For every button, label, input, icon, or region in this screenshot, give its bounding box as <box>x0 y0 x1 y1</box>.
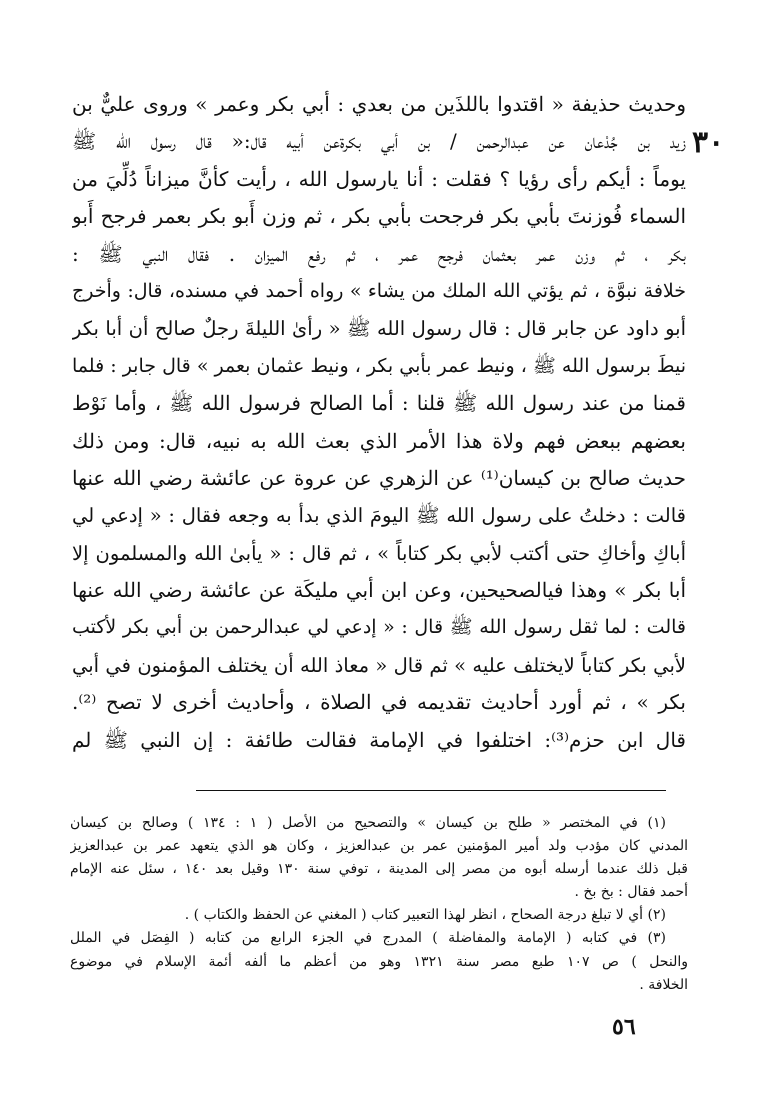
text-line: أبا بكر » وهذا فيالصحيحين، وعن ابن أبي مليكَة عن عائشة رضي الله عنها <box>72 578 686 603</box>
text-line: بعضهم ببعض فهم ولاة هذا الأمر الذي بعث الله به نبيه، قال: ومن ذلك <box>72 428 686 453</box>
page-number: ٥٦ <box>612 1014 636 1040</box>
footnote-divider <box>196 790 666 791</box>
text-line: يوماً : أيكم رأى رؤيا ؟ فقلت : أنا يارسول الله ، رأيت كأنَّ ميزاناً دُلِّيَ من <box>72 166 686 191</box>
footnote-line: (٢) أي لا تبلغ درجة الصحاح ، انظر لهذا التعبير كتاب ( المغني عن الحفظ والكتاب ) . <box>184 907 666 924</box>
text-line: زيد بن جُدْعان عن عبدالرحمن / بن أبي بكرةعن أبيه قال:« قال رسول الله ﷺ <box>72 129 686 154</box>
footnote-line: أحمد فقال : بخ بخ . <box>574 884 688 901</box>
footnote-line: المدني كان مؤدب ولد أمير المؤمنين عمر بن عبدالعزيز ، وكان هو الذي يتعهد عمر بن عبدالعزيز <box>70 838 688 855</box>
text-line: قمنا من عند رسول الله ﷺ قلنا : أما الصالح فرسول الله ﷺ ، وأما نَوْط <box>72 391 686 416</box>
text-line: أباكِ وأخاكِ حتى أكتب لأبي بكر كتاباً » ، ثم قال : « يأبىٰ الله والمسلمون إلا <box>72 541 686 565</box>
text-line: أبو داود عن جابر قال : قال رسول الله ﷺ « رأىٰ الليلةَ رجلٌ صالح أن أبا بكر <box>72 317 686 341</box>
text-line: بكر ، ثم وزن عمر بعثمان فرجح عمر ، ثم رفع الميزان . فقال النبي ﷺ : <box>72 241 686 266</box>
footnote-line: والنحل ) ص ١٠٧ طبع مصر سنة ١٣٢١ وهو من أعظم ما ألفه أئمة الإسلام في موضوع <box>70 953 688 970</box>
text-line: قالت : دخلتُ على رسول الله ﷺ اليومَ الذي بدأ به وجعه فقال : « إدعي لي <box>72 504 686 528</box>
footnote-line: (٣) في كتابه ( الإمامة والمفاضلة ) المدرج في الجزء الرابع من كتابه ( الفِصَل في الملل <box>70 930 666 947</box>
text-line: وحديث حذيفة « اقتدوا باللذَين من بعدي : أبي بكر وعمر » وروى عليٌّ بن <box>72 92 686 116</box>
footnote-line: قبل ذلك عندما أرسله أبوه من مصر إلى المدينة ، توفي سنة ١٣٠ وقيل بعد ١٤٠ ، سئل عنه الإمام <box>70 861 688 878</box>
footnote-line: (١) في المختصر « طلح بن كيسان » والتصحيح من الأصل ( ١ : ١٣٤ ) وصالح بن كيسان <box>70 815 667 831</box>
text-line: السماء فُوزنتَ بأبي بكر فرجحت بأبي بكر ، ثم وزن أَبو بكر بعمر فرجح أَبو <box>72 204 686 229</box>
text-line: لأبي بكر كتاباً لايختلف عليه » ثم قال « معاذ الله أن يختلف المؤمنون في أبي <box>72 653 686 677</box>
footnote-line: الخلافة . <box>639 976 688 993</box>
text-line: نيطَ برسول الله ﷺ ، ونيط عمر بأبي بكر ، ونيط عثمان بعمر » قال جابر : فلما <box>72 354 686 377</box>
text-line: بكر » ، ثم أورد أحاديث تقديمه في الصلاة ، وأحاديث أخرى لا تصح ⁽²⁾. <box>72 690 686 715</box>
text-line: قالت : لما ثقل رسول الله ﷺ قال : « إدعي لي عبدالرحمن بن أبي بكر لأكتب <box>72 616 686 639</box>
text-line: حديث صالح بن كيسان⁽¹⁾ عن الزهري عن عروة عن عائشة رضي الله عنها <box>72 465 686 490</box>
text-line: خلافة نبوَّة ، ثم يؤتي الله الملك من يشاء » رواه أحمد في مسنده، قال: وأخرج <box>72 279 686 302</box>
margin-number: ٣٠ <box>692 125 725 160</box>
text-line: قال ابن حزم⁽³⁾: اختلفوا في الإمامة فقالت طائفة : إن النبي ﷺ لم <box>72 727 686 752</box>
main-text <box>72 86 686 759</box>
footnotes <box>70 812 688 997</box>
